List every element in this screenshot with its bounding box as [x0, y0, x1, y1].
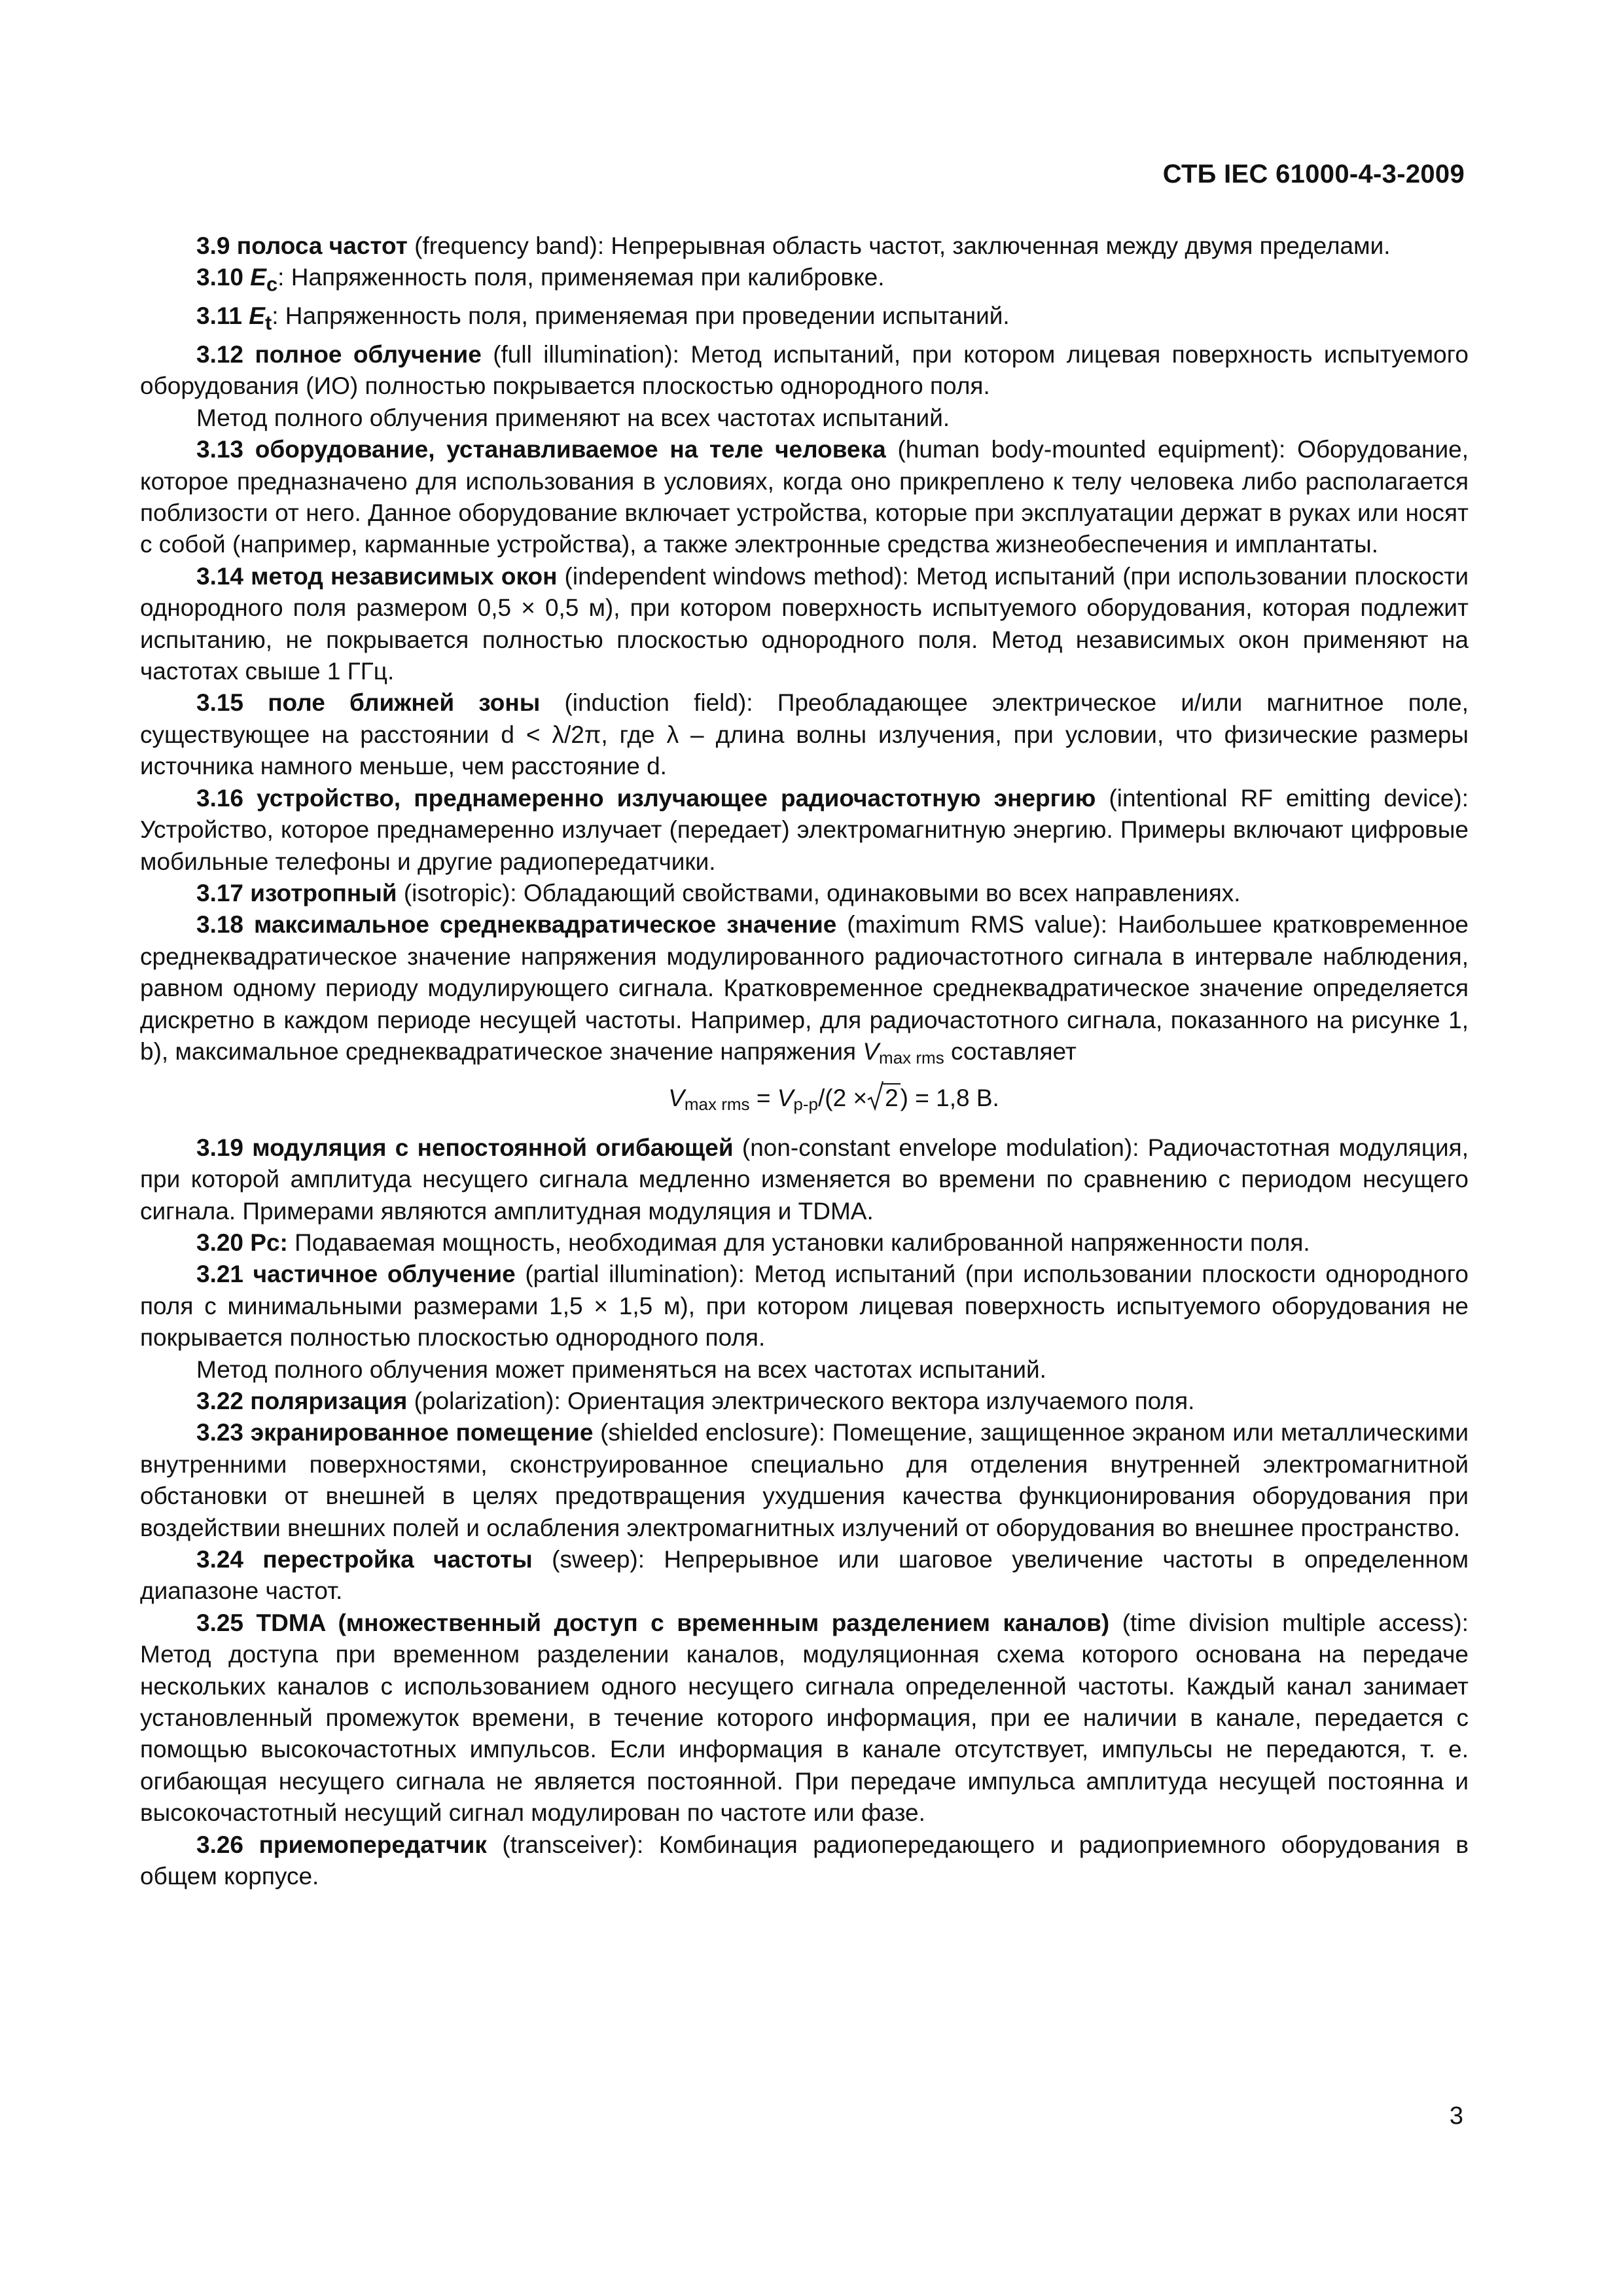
definition-3-20: 3.20 Pc: Подаваемая мощность, необходимая для установки калиброванной напряженности поля.: [196, 1229, 1310, 1256]
square-root-symbol: 2: [867, 1083, 901, 1114]
definition-3-10: 3.10 $E_c$: Напряженность поля, применяемая при калибровке.: [196, 264, 885, 296]
definition-3-15: 3.15 поле ближней зоны (induction field): Преобладающее электрическое и/или магнитное поле, существующее на расстоянии d < λ/2π, где λ – длина волны излучения, при условии, что физические размеры источника намного меньше, чем расстояние d.: [140, 689, 1469, 780]
definition-3-19: 3.19 модуляция с непостоянной огибающей (non-constant envelope modulation): Радиочастотная модуляция, при которой амплитуда несущего сигнала медленно изменяется во времени по сравнению с периодом несущего сигнала. Примерами являются амплитудная модуляция и TDMA.: [140, 1134, 1469, 1225]
definition-3-22: 3.22 поляризация (polarization): Ориентация электрического вектора излучаемого поля.: [196, 1388, 1195, 1414]
formula-vmax-rms: $V_{max rms} = V_{p-p}/(2$ × 2) = 1,8 В.: [140, 1083, 1469, 1120]
definition-3-21: 3.21 частичное облучение (partial illumination): Метод испытаний (при использовании плоскости однородного поля с минимальными размерами 1,5 × 1,5 м), при котором лицевая поверхность испытуемого оборудования не покрывается полностью плоскостью однородного поля.: [140, 1261, 1469, 1352]
definition-3-23: 3.23 экранированное помещение (shielded enclosure): Помещение, защищенное экраном или металлическими внутренними поверхностями, сконструированное специально для отделения внутренней электромагнитной обстановки от внешней в целях предотвращения ухудшения качества функционирования оборудования при воздействии внешних полей и ослабления электромагнитных излучений от оборудования во внешнее пространство.: [140, 1419, 1469, 1541]
document-code: СТБ IEC 61000-4-3-2009: [1162, 160, 1465, 188]
definition-3-9: 3.9 полоса частот (frequency band): Непрерывная область частот, заключенная между двумя пределами.: [196, 232, 1391, 259]
definition-3-24: 3.24 перестройка частоты (sweep): Непрерывное или шаговое увеличение частоты в определенном диапазоне частот.: [140, 1546, 1469, 1605]
definition-3-11: 3.11 $E_t$: Напряженность поля, применяемая при проведении испытаний.: [196, 302, 1010, 334]
definition-3-14: 3.14 метод независимых окон (independent windows method): Метод испытаний (при использовании плоскости однородного поля размером 0,5 × 0,5 м), при котором поверхность испытуемого оборудования, которая подлежит испытанию, не покрывается полностью плоскостью однородного поля. Метод независимых окон применяют на частотах свыше 1 ГГц.: [140, 562, 1469, 685]
definition-3-17: 3.17 изотропный (isotropic): Обладающий свойствами, одинаковыми во всех направлениях.: [196, 879, 1241, 906]
definition-3-26: 3.26 приемопередатчик (transceiver): Комбинация радиопередающего и радиоприемного оборудования в общем корпусе.: [140, 1831, 1469, 1890]
note-3-12: Метод полного облучения применяют на всех частотах испытаний.: [196, 404, 950, 431]
page-number: 3: [1449, 2102, 1463, 2130]
definition-3-18: 3.18 максимальное среднеквадратическое значение (maximum RMS value): Наибольшее кратковременное среднеквадратическое значение напряжения модулированного радиочастотного сигнала в интервале наблюдения, равном одному периоду модулирующего сигнала. Кратковременное среднеквадратическое значение определяется дискретно в каждом периоде несущей частоты. Например, для радиочастотного сигнала, показанного на рисунке 1, b), максимальное среднеквадратическое значение напряжения $V_{max rms}$ составляет: [140, 911, 1469, 1067]
definition-3-25: 3.25 TDMA (множественный доступ с временным разделением каналов) (time division multiple access): Метод доступа при временном разделении каналов, модуляционная схема которого основана на передаче нескольких каналов с использованием одного несущего сигнала определенной частоты. Каждый канал занимает установленный промежуток времени, в течение которого информация, при ее наличии в канале, передается с помощью высокочастотных импульсов. Если информация в канале отсутствует, импульсы не передаются, т. е. огибающая несущего сигнала не является постоянной. При передаче импульса амплитуда несущей постоянна и высокочастотный несущий сигнал модулирован по частоте или фазе.: [140, 1609, 1469, 1827]
note-3-21: Метод полного облучения может применяться на всех частотах испытаний.: [196, 1355, 1046, 1383]
definition-3-16: 3.16 устройство, преднамеренно излучающее радиочастотную энергию (intentional RF emitting device): Устройство, которое преднамеренно излучает (передает) электромагнитную энергию. Примеры включают цифровые мобильные телефоны и другие радиопередатчики.: [140, 784, 1469, 875]
document-body: [140, 230, 1469, 1893]
definition-3-12: 3.12 полное облучение (full illumination): Метод испытаний, при котором лицевая поверхность испытуемого оборудования (ИО) полностью покрывается плоскостью однородного поля.: [140, 341, 1469, 400]
definition-3-13: 3.13 оборудование, устанавливаемое на теле человека (human body-mounted equipment): Оборудование, которое предназначено для использования в условиях, когда оно прикреплено к телу человека либо располагается поблизости от него. Данное оборудование включает устройства, которые при эксплуатации держат в руках или носят с собой (например, карманные устройства), а также электронные средства жизнеобеспечения и имплантаты.: [140, 436, 1469, 558]
